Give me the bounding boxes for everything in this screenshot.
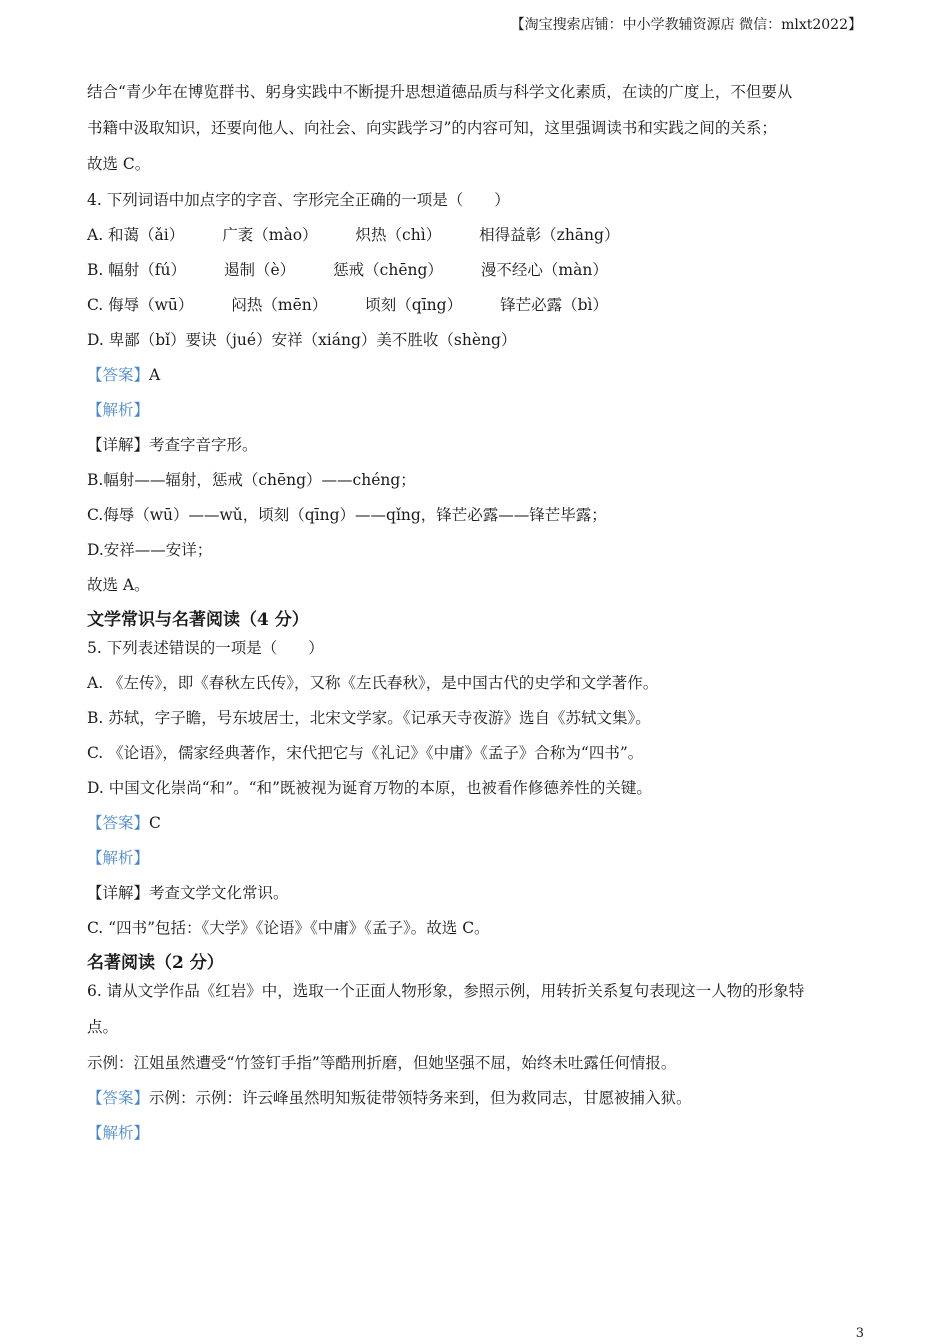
q4-b-2: 遏制（è）: [223, 261, 296, 279]
answer-tag: 【答案】: [87, 366, 150, 384]
page-number: 3: [855, 1326, 864, 1341]
section-heading-classics: 名著阅读（2 分）: [87, 953, 224, 973]
answer-value: C: [149, 814, 161, 832]
q4-option-c: [87, 291, 862, 326]
answer-tag: 【答案】: [87, 814, 150, 832]
detail-text: 考查文学文化常识。: [149, 884, 289, 902]
answer-value: 示例：示例：许云峰虽然明知叛徒带领特务来到，但为救同志，甘愿被捕入狱。: [149, 1089, 692, 1107]
q4-c-3: 顷刻（qīng）: [365, 296, 463, 314]
q4-a-1: A. 和蔼（ǎi）: [87, 226, 185, 244]
q4-c-4: 锋芒必露（bì）: [500, 296, 608, 314]
intro-line-1: 结合“青少年在博览群书、躬身实践中不断提升思想道德品质与科学文化素质，在读的广度上，不但要从: [87, 83, 793, 101]
q4-b-4: 漫不经心（màn）: [480, 261, 608, 279]
detail-text: 考查字音字形。: [149, 436, 258, 454]
detail-tag: 【详解】: [87, 436, 150, 454]
analysis-tag: 【解析】: [87, 1124, 150, 1142]
q4-a-4: 相得益彰（zhāng）: [479, 226, 620, 244]
q5-detail: [87, 879, 862, 914]
q4-a-2: 广袤（mào）: [222, 226, 318, 244]
q4-detail-b: B.幅射——辐射，惩戒（chēng）——chéng；: [87, 471, 416, 489]
q4-b-3: 惩戒（chēng）: [333, 261, 443, 279]
q6-stem-line-2: 点。: [87, 1018, 119, 1036]
q4-option-d: D. 卑鄙（bǐ）要诀（jué）安祥（xiáng）美不胜收（shèng）: [87, 331, 517, 349]
q5-answer: [87, 809, 862, 844]
q6-analysis: [87, 1119, 862, 1154]
q4-stem: 4. 下列词语中加点字的字音、字形完全正确的一项是（ ）: [87, 191, 510, 209]
q4-c-1: C. 侮辱（wū）: [87, 296, 194, 314]
analysis-tag: 【解析】: [87, 849, 150, 867]
q5-option-d: D. 中国文化崇尚“和”。“和”既被视为诞育万物的本原，也被看作修德养性的关键。: [87, 779, 652, 797]
analysis-tag: 【解析】: [87, 401, 150, 419]
q4-analysis: [87, 396, 862, 431]
q4-a-3: 炽热（chì）: [355, 226, 442, 244]
q4-detail-d: D.安祥——安详；: [87, 541, 213, 559]
q4-detail-c: C.侮辱（wū）——wǔ，顷刻（qīng）——qǐng，锋芒必露——锋芒毕露；: [87, 506, 607, 524]
q4-c-2: 闷热（mēn）: [231, 296, 328, 314]
q5-option-a: A. 《左传》，即《春秋左氏传》，又称《左氏春秋》，是中国古代的史学和文学著作。: [87, 674, 659, 692]
q5-analysis: [87, 844, 862, 879]
q4-detail: [87, 431, 862, 466]
section-heading-literature: 文学常识与名著阅读（4 分）: [87, 610, 309, 630]
q6-stem-line-1: 6. 请从文学作品《红岩》中，选取一个正面人物形象，参照示例，用转折关系复句表现这一人物的形象特: [87, 982, 805, 1000]
q4-option-a: [87, 221, 862, 256]
q4-conclusion: 故选 A。: [87, 576, 150, 594]
detail-tag: 【详解】: [87, 884, 150, 902]
answer-value: A: [149, 366, 161, 384]
answer-tag: 【答案】: [87, 1089, 150, 1107]
q4-b-1: B. 幅射（fú）: [87, 261, 186, 279]
document-body: [87, 78, 862, 1154]
q6-answer: [87, 1084, 862, 1119]
intro-line-2: 书籍中汲取知识，还要向他人、向社会、向实践学习”的内容可知，这里强调读书和实践之间的关系；: [87, 119, 777, 137]
q5-option-b: B. 苏轼，字子瞻，号东坡居士，北宋文学家。《记承天寺夜游》选自《苏轼文集》。: [87, 709, 651, 727]
q5-stem: 5. 下列表述错误的一项是（ ）: [87, 639, 324, 657]
intro-line-3: 故选 C。: [87, 155, 151, 173]
q5-detail-c: C. “四书”包括：《大学》《论语》《中庸》《孟子》。故选 C。: [87, 919, 490, 937]
q4-answer: [87, 361, 862, 396]
q6-example: 示例：江姐虽然遭受“竹签钉手指”等酷刑折磨，但她坚强不屈，始终未吐露任何情报。: [87, 1054, 677, 1072]
page-header: 【淘宝搜索店铺：中小学教辅资源店 微信：mlxt2022】: [510, 17, 862, 33]
q5-option-c: C. 《论语》，儒家经典著作，宋代把它与《礼记》《中庸》《孟子》合称为“四书”。: [87, 744, 644, 762]
q4-option-b: [87, 256, 862, 291]
